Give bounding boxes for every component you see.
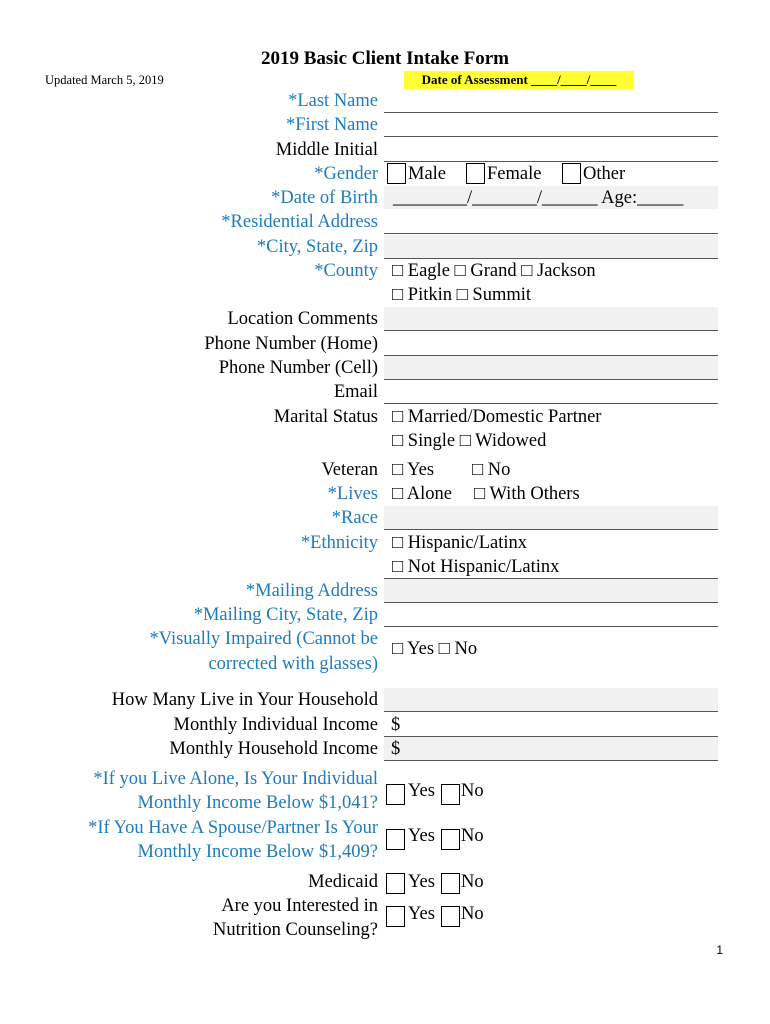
middle-initial-field[interactable]	[384, 138, 718, 162]
email-field[interactable]	[384, 380, 718, 404]
first-name-field[interactable]	[384, 113, 718, 137]
gender-label: *Gender	[314, 164, 378, 184]
veteran-yes[interactable]: □ Yes	[392, 460, 435, 480]
alone-income-label-2: Monthly Income Below $1,041?	[137, 793, 378, 813]
lives-label: *Lives	[327, 484, 378, 504]
ethnicity-label: *Ethnicity	[300, 533, 378, 553]
location-comments-field[interactable]	[384, 307, 718, 331]
middle-initial-label: Middle Initial	[275, 140, 378, 160]
medicaid-label: Medicaid	[308, 872, 378, 892]
phone-home-label: Phone Number (Home)	[204, 334, 378, 354]
marital-options-2[interactable]: □ Single □ Widowed	[392, 431, 547, 451]
race-label: *Race	[331, 508, 378, 528]
page-number: 1	[716, 943, 723, 957]
mailing-address-field[interactable]	[384, 579, 718, 603]
nutrition-yes-label: Yes	[408, 904, 435, 924]
nutrition-no-label: No	[461, 904, 484, 924]
lives-with-others[interactable]: □ With Others	[474, 484, 580, 504]
last-name-field[interactable]	[384, 89, 718, 113]
dollar-sign: $	[391, 715, 401, 735]
email-label: Email	[333, 382, 378, 402]
dob-label: *Date of Birth	[271, 188, 378, 208]
nutrition-yes-checkbox[interactable]	[386, 906, 405, 927]
phone-cell-field[interactable]	[384, 356, 718, 380]
spouse-no-checkbox[interactable]	[441, 829, 460, 850]
ethnicity-option-1[interactable]: □ Hispanic/Latinx	[392, 533, 527, 553]
visually-impaired-options[interactable]: □ Yes □ No	[392, 639, 478, 659]
county-options-1[interactable]: □ Eagle □ Grand □ Jackson	[392, 261, 596, 281]
hh-income-field[interactable]	[384, 737, 718, 761]
alone-income-label-1: *If you Live Alone, Is Your Individual	[93, 769, 378, 789]
dollar-sign: $	[391, 739, 401, 759]
form-title: 2019 Basic Client Intake Form	[260, 48, 510, 69]
res-address-label: *Residential Address	[221, 212, 378, 232]
household-field[interactable]	[384, 688, 718, 712]
gender-other-checkbox[interactable]	[562, 163, 581, 184]
first-name-label: *First Name	[286, 115, 378, 135]
household-label: How Many Live in Your Household	[111, 690, 378, 710]
spouse-income-label-2: Monthly Income Below $1,409?	[137, 842, 378, 862]
city-state-zip-field[interactable]	[384, 235, 718, 259]
alone-yes-label: Yes	[408, 781, 435, 801]
medicaid-no-label: No	[461, 872, 484, 892]
dob-blank: ________/_______/______ Age:_____	[393, 188, 684, 208]
ind-income-field[interactable]	[384, 713, 718, 737]
medicaid-no-checkbox[interactable]	[441, 873, 460, 894]
ethnicity-option-2[interactable]: □ Not Hispanic/Latinx	[392, 557, 560, 577]
gender-male-label: Male	[408, 164, 447, 184]
spouse-yes-label: Yes	[408, 826, 435, 846]
nutrition-label-2: Nutrition Counseling?	[213, 920, 378, 940]
gender-female-checkbox[interactable]	[466, 163, 485, 184]
alone-yes-checkbox[interactable]	[386, 784, 405, 805]
last-name-label: *Last Name	[288, 91, 378, 111]
mailing-csz-label: *Mailing City, State, Zip	[193, 605, 378, 625]
gender-other-label: Other	[583, 164, 626, 184]
county-label: *County	[314, 261, 378, 281]
res-address-field[interactable]	[384, 210, 718, 234]
nutrition-no-checkbox[interactable]	[441, 906, 460, 927]
ind-income-label: Monthly Individual Income	[173, 715, 378, 735]
alone-no-checkbox[interactable]	[441, 784, 460, 805]
city-state-zip-label: *City, State, Zip	[256, 237, 378, 257]
veteran-no[interactable]: □ No	[472, 460, 511, 480]
spouse-income-label-1: *If You Have A Spouse/Partner Is Your	[88, 818, 378, 838]
phone-home-field[interactable]	[384, 332, 718, 356]
alone-no-label: No	[461, 781, 484, 801]
date-of-assessment[interactable]: Date of Assessment ____/____/____	[404, 71, 634, 89]
visually-impaired-label-2: corrected with glasses)	[208, 654, 378, 674]
county-options-2[interactable]: □ Pitkin □ Summit	[392, 285, 532, 305]
gender-male-checkbox[interactable]	[387, 163, 406, 184]
spouse-yes-checkbox[interactable]	[386, 829, 405, 850]
location-comments-label: Location Comments	[227, 309, 378, 329]
marital-options-1[interactable]: □ Married/Domestic Partner	[392, 407, 602, 427]
nutrition-label-1: Are you Interested in	[221, 896, 378, 916]
marital-label: Marital Status	[273, 407, 378, 427]
updated-date: Updated March 5, 2019	[45, 73, 164, 87]
medicaid-yes-checkbox[interactable]	[386, 873, 405, 894]
phone-cell-label: Phone Number (Cell)	[218, 358, 378, 378]
mailing-address-label: *Mailing Address	[245, 581, 378, 601]
visually-impaired-label-1: *Visually Impaired (Cannot be	[149, 629, 378, 649]
medicaid-yes-label: Yes	[408, 872, 435, 892]
hh-income-label: Monthly Household Income	[169, 739, 378, 759]
spouse-no-label: No	[461, 826, 484, 846]
gender-female-label: Female	[487, 164, 542, 184]
race-field[interactable]	[384, 506, 718, 530]
veteran-label: Veteran	[321, 460, 378, 480]
mailing-csz-field[interactable]	[384, 603, 718, 627]
lives-alone[interactable]: □ Alone	[392, 484, 452, 504]
